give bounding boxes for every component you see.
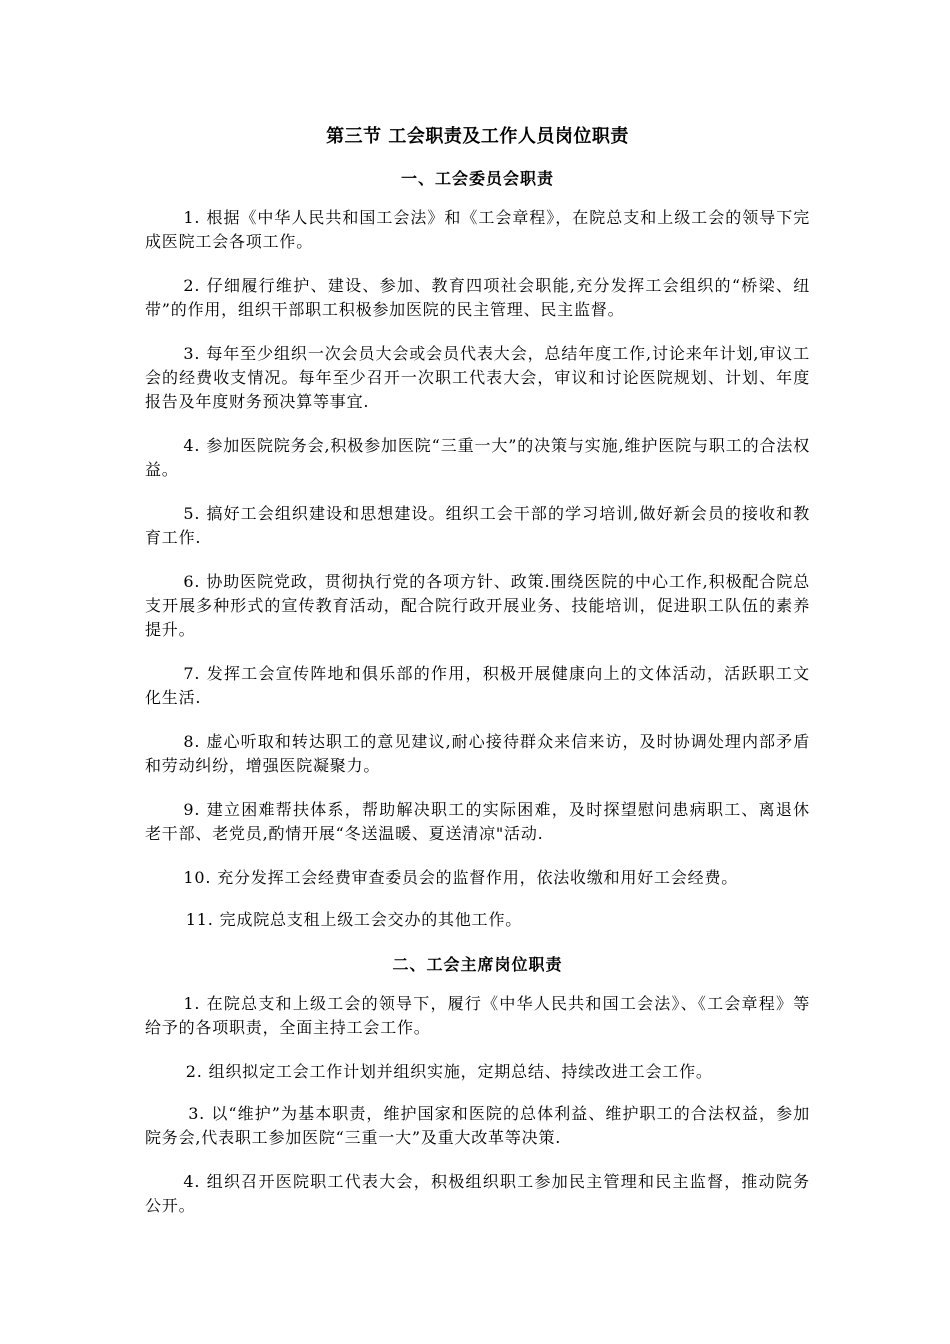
item-text: 组织拟定工会工作计划并组织实施，定期总结、持续改进工会工作。 bbox=[208, 1062, 713, 1081]
item-text: 虚心听取和转达职工的意见建议,耐心接待群众来信来访，及时协调处理内部矛盾和劳动纠纷，增强医院凝聚力。 bbox=[145, 732, 810, 775]
list-item bbox=[145, 908, 810, 932]
item-text: 组织召开医院职工代表大会，积极组织职工参加民主管理和民主监督，推动院务公开。 bbox=[145, 1172, 810, 1215]
list-item bbox=[145, 1060, 810, 1084]
section-union-chairman bbox=[145, 952, 810, 1218]
item-number: 1. bbox=[183, 994, 201, 1013]
item-number: 9. bbox=[183, 800, 201, 819]
section-heading: 一、工会委员会职责 bbox=[400, 169, 554, 188]
item-text: 协助医院党政，贯彻执行党的各项方针、政策.围绕医院的中心工作,积极配合院总支开展多种形式的宣传教育活动，配合院行政开展业务、技能培训，促进职工队伍的素养提升。 bbox=[145, 572, 810, 639]
item-number: 11. bbox=[185, 910, 214, 929]
list-item bbox=[145, 570, 810, 642]
page-title: 第三节 工会职责及工作人员岗位职责 bbox=[326, 126, 629, 147]
item-number: 8. bbox=[183, 732, 201, 751]
list-item bbox=[145, 502, 810, 550]
list-item bbox=[145, 866, 810, 890]
section-union-committee bbox=[145, 166, 810, 932]
list-item bbox=[145, 992, 810, 1040]
item-number: 6. bbox=[183, 572, 201, 591]
list-item bbox=[145, 730, 810, 778]
item-number: 4. bbox=[183, 1172, 201, 1191]
item-text: 以“维护”为基本职责，维护国家和医院的总体利益、维护职工的合法权益，参加院务会,代表职工参加医院“三重一大”及重大改革等决策. bbox=[145, 1104, 810, 1147]
section-heading: 二、工会主席岗位职责 bbox=[392, 955, 563, 974]
item-number: 7. bbox=[183, 664, 201, 683]
list-item bbox=[145, 1102, 810, 1150]
document-page bbox=[145, 122, 810, 1238]
item-text: 搞好工会组织建设和思想建设。组织工会干部的学习培训,做好新会员的接收和教育工作. bbox=[145, 504, 810, 547]
item-number: 1. bbox=[183, 208, 201, 227]
item-number: 3. bbox=[183, 344, 201, 363]
list-item bbox=[145, 342, 810, 414]
item-number: 10. bbox=[183, 868, 212, 887]
list-item bbox=[145, 1170, 810, 1218]
item-text: 充分发挥工会经费审查委员会的监督作用，依法收缴和用好工会经费。 bbox=[217, 868, 739, 887]
item-text: 完成院总支租上级工会交办的其他工作。 bbox=[219, 910, 523, 929]
list-item bbox=[145, 798, 810, 846]
item-number: 5. bbox=[183, 504, 201, 523]
list-item bbox=[145, 274, 810, 322]
item-text: 参加医院院务会,积极参加医院“三重一大”的决策与实施,维护医院与职工的合法权益。 bbox=[145, 436, 810, 479]
item-number: 2. bbox=[183, 276, 201, 295]
item-text: 根据《中华人民共和国工会法》和《工会章程》，在院总支和上级工会的领导下完成医院工会各项工作。 bbox=[145, 208, 810, 251]
item-text: 在院总支和上级工会的领导下，履行《中华人民共和国工会法》、《工会章程》等给予的各项职责，全面主持工会工作。 bbox=[145, 994, 810, 1037]
list-item bbox=[145, 434, 810, 482]
item-text: 发挥工会宣传阵地和俱乐部的作用，积极开展健康向上的文体活动，活跃职工文化生活. bbox=[145, 664, 810, 707]
item-text: 每年至少组织一次会员大会或会员代表大会，总结年度工作,讨论来年计划,审议工会的经费收支情况。每年至少召开一次职工代表大会，审议和讨论医院规划、计划、年度报告及年度财务预决算等事宜. bbox=[145, 344, 810, 411]
item-number: 2. bbox=[185, 1062, 203, 1081]
item-number: 3. bbox=[188, 1104, 206, 1123]
item-text: 建立困难帮扶体系，帮助解决职工的实际困难，及时探望慰问患病职工、离退休老干部、老党员,酌情开展“冬送温暖、夏送清凉"活动. bbox=[145, 800, 810, 843]
item-text: 仔细履行维护、建设、参加、教育四项社会职能,充分发挥工会组织的“桥梁、纽带”的作用，组织干部职工积极参加医院的民主管理、民主监督。 bbox=[145, 276, 810, 319]
list-item bbox=[145, 662, 810, 710]
list-item bbox=[145, 206, 810, 254]
item-number: 4. bbox=[183, 436, 201, 455]
